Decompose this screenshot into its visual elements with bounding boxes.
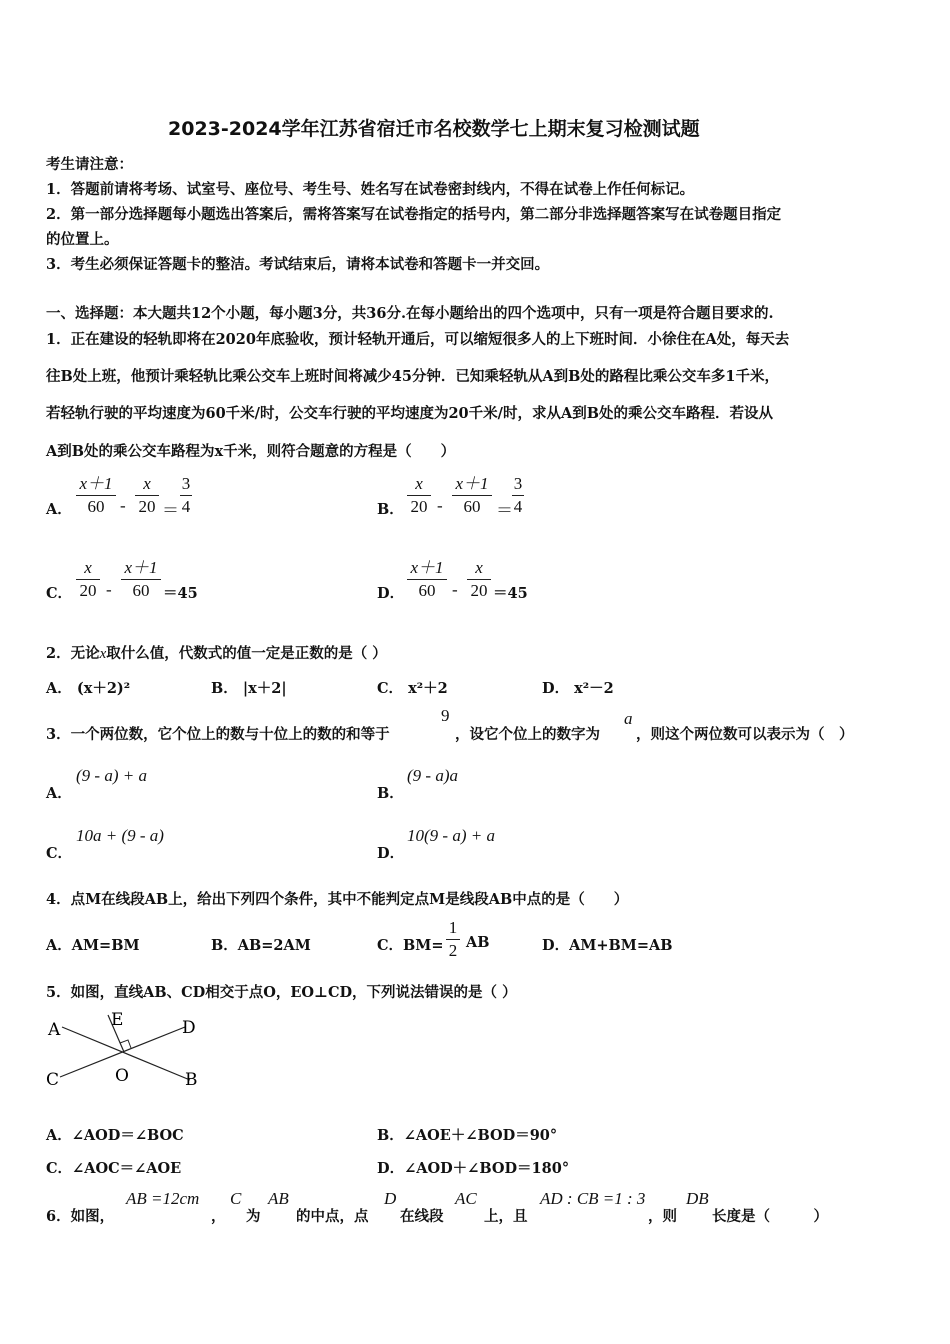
q5-stem: 5．如图，直线AB、CD相交于点O，EO⊥CD，下列说法错误的是（ ）: [46, 984, 517, 1001]
q1-line: 若轻轨行驶的平均速度为60千米/时，公交车行驶的平均速度为20千米/时，求从A到B处的乘公交车路程．若设从: [46, 405, 773, 422]
equals-sign: ＝: [496, 501, 513, 520]
equals-sign: ＝: [162, 501, 179, 520]
q5-figure: [40, 1005, 220, 1095]
q4-option-c-suffix: AB: [466, 934, 490, 951]
q2-option-c: C． x²＋2: [377, 680, 448, 697]
q6-text: ，: [211, 1208, 226, 1225]
fraction: x＋1 60: [405, 557, 449, 602]
q4-option-a: A．AM=BM: [46, 937, 140, 954]
label-b: B: [185, 1070, 198, 1090]
equals-45: ＝45: [493, 585, 528, 602]
q3-option-d-expr: 10(9 - a) + a: [407, 826, 495, 845]
q6-text: 长度是（ ）: [712, 1208, 828, 1225]
minus-sign: -: [120, 496, 126, 515]
q3-option-c-label: C．: [46, 845, 73, 862]
q6-text: 的中点，点: [296, 1208, 369, 1225]
fraction: x＋1 60: [119, 557, 163, 602]
q1-line: 往B处上班，他预计乘轻轨比乘公交车上班时间将减少45分钟．已知乘轻轨从A到B处的路程比乘公交车多1千米，: [46, 368, 780, 385]
fraction: 3 4: [513, 474, 523, 516]
q1-line: 1．正在建设的轻轨即将在2020年底验收，预计轻轨开通后，可以缩短很多人的上下班时间．小徐住在A处，每天去: [46, 331, 790, 348]
q3-stem-c: ，则这个两位数可以表示为（ ）: [636, 726, 854, 743]
label-c: C: [46, 1070, 60, 1090]
q3-option-d-label: D．: [377, 845, 405, 862]
q6-math: AB: [268, 1189, 289, 1208]
notice-item: 3．考生必须保证答题卡的整洁。考试结束后，请将本试卷和答题卡一并交回。: [46, 256, 550, 273]
notice-item: 的位置上。: [46, 231, 119, 248]
q1-line: A到B处的乘公交车路程为x千米，则符合题意的方程是（ ）: [46, 443, 456, 460]
fraction: x＋1 60: [74, 473, 118, 518]
section-heading: 一、选择题：本大题共12个小题，每小题3分，共36分.在每小题给出的四个选项中，只有一项是符合题目要求的.: [46, 305, 774, 322]
label-d: D: [182, 1018, 196, 1038]
q4-stem: 4．点M在线段AB上，给出下列四个条件，其中不能判定点M是线段AB中点的是（ ）: [46, 891, 629, 908]
q5-option-a: A．∠AOD＝∠BOC: [46, 1127, 184, 1144]
q2-option-d: D． x²－2: [542, 680, 614, 697]
fraction: x 20: [405, 473, 433, 518]
fraction: x＋1 60: [450, 473, 494, 518]
minus-sign: -: [437, 496, 443, 515]
q6-text: ，则: [648, 1208, 677, 1225]
q3-stem-a: 3．一个两位数，它个位上的数与十位上的数的和等于: [46, 726, 390, 743]
q6-math: AB =12cm: [126, 1189, 200, 1208]
fraction: x 20: [465, 557, 493, 602]
q6-text: 上，且: [484, 1208, 528, 1225]
notice-item: 2．第一部分选择题每小题选出答案后，需将答案写在试卷指定的括号内，第二部分非选择题答案写在试卷题目指定: [46, 206, 782, 223]
fraction: 3 4: [181, 474, 191, 516]
q1-option-a-label: A．: [46, 501, 72, 518]
q4-option-d: D．AM+BM=AB: [542, 937, 673, 954]
fraction: x 20: [74, 557, 102, 602]
q3-option-a-expr: (9 - a) + a: [76, 766, 147, 785]
q3-option-b-label: B．: [377, 785, 404, 802]
q2-option-a: A． (x＋2)²: [46, 680, 131, 697]
q6-text: 在线段: [400, 1208, 444, 1225]
q6-math: DB: [686, 1189, 709, 1208]
fraction: x 20: [133, 473, 161, 518]
q1-option-b-label: B．: [377, 501, 404, 518]
q6-math: D: [384, 1189, 397, 1208]
minus-sign: -: [452, 580, 458, 599]
q2-option-b: B． |x＋2|: [211, 680, 287, 697]
q3-var-a: a: [624, 709, 633, 728]
q6-text: 为: [246, 1208, 261, 1225]
equals-45: ＝45: [163, 585, 198, 602]
fraction-one-half: 1 2: [444, 917, 462, 962]
q1-option-d-label: D．: [377, 585, 405, 602]
q3-option-a-label: A．: [46, 785, 72, 802]
q3-option-c-expr: 10a + (9 - a): [76, 826, 164, 845]
page-title: 2023-2024学年江苏省宿迁市名校数学七上期末复习检测试题: [168, 118, 700, 140]
q5-option-c: C．∠AOC＝∠AOE: [46, 1160, 182, 1177]
notice-item: 1．答题前请将考场、试室号、座位号、考生号、姓名写在试卷密封线内，不得在试卷上作任何标记。: [46, 181, 695, 198]
q4-option-c-prefix: C．BM=: [377, 937, 444, 954]
q3-stem-b: ，设它个位上的数字为: [455, 726, 600, 743]
notice-heading: 考生请注意：: [46, 156, 133, 173]
q5-option-d: D．∠AOD＋∠BOD＝180°: [377, 1160, 570, 1177]
q6-math: AC: [455, 1189, 477, 1208]
label-o: O: [115, 1066, 129, 1086]
q6-math: AD : CB =1 : 3: [540, 1189, 646, 1208]
q6-math: C: [230, 1189, 242, 1208]
q3-option-b-expr: (9 - a)a: [407, 766, 458, 785]
q1-option-c-label: C．: [46, 585, 73, 602]
q4-option-b: B．AB=2AM: [211, 937, 311, 954]
q2-stem: 2．无论x取什么值，代数式的值一定是正数的是（ ）: [46, 645, 387, 662]
q3-nine: 9: [441, 706, 450, 725]
minus-sign: -: [106, 580, 112, 599]
q5-option-b: B．∠AOE＋∠BOD＝90°: [377, 1127, 558, 1144]
label-e: E: [111, 1010, 124, 1030]
q6-text: 6．如图，: [46, 1208, 115, 1225]
label-a: A: [48, 1020, 61, 1040]
